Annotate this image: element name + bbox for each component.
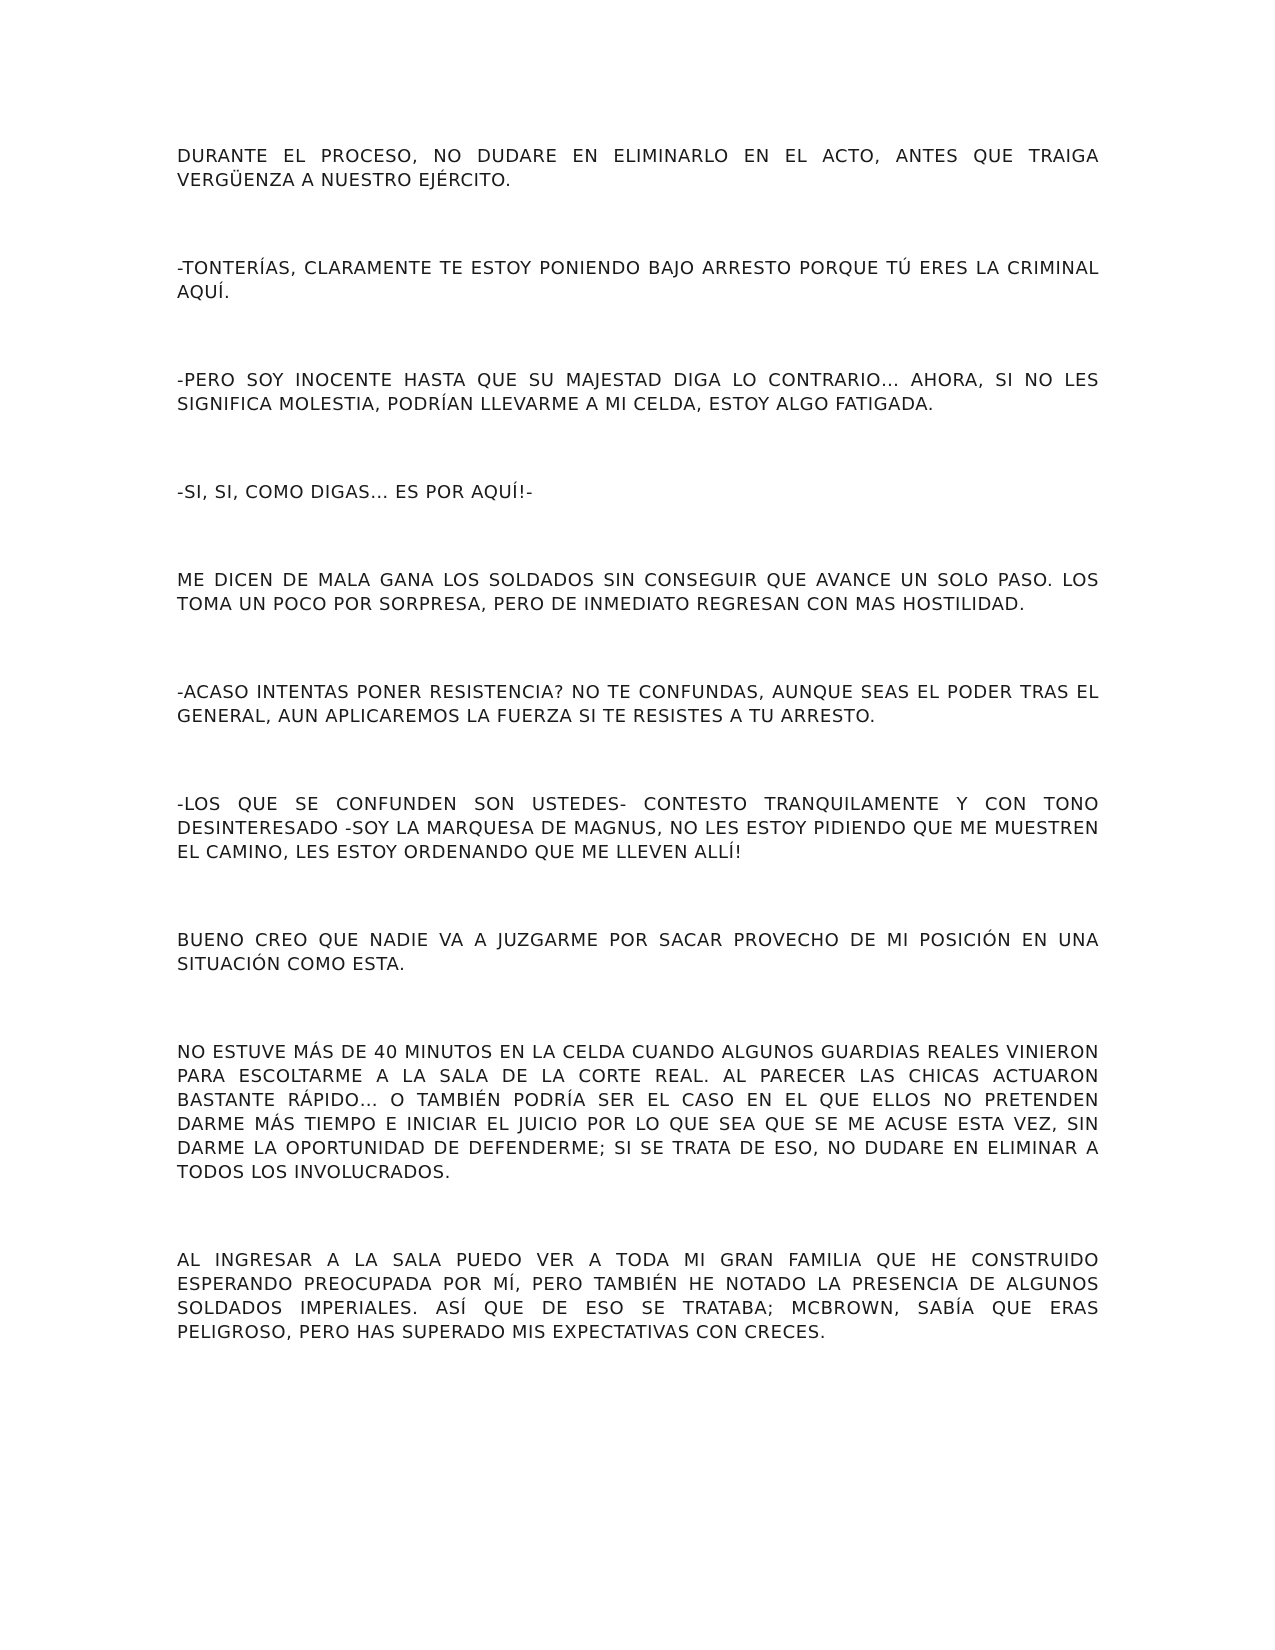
paragraph-7: -LOS QUE SE CONFUNDEN SON USTEDES- CONTESTO TRANQUILAMENTE Y CON TONO DESINTERESADO -SOY LA MARQUESA DE MAGNUS, NO LES ESTOY PIDIENDO QUE ME MUESTREN EL CAMINO, LES ESTOY ORDENANDO QUE ME LLEVEN ALLÍ! <box>177 794 1099 863</box>
paragraph-2: -TONTERÍAS, CLARAMENTE TE ESTOY PONIENDO BAJO ARRESTO PORQUE TÚ ERES LA CRIMINAL AQUÍ. <box>177 258 1099 303</box>
paragraph-gap <box>177 729 1099 793</box>
paragraph-5: ME DICEN DE MALA GANA LOS SOLDADOS SIN CONSEGUIR QUE AVANCE UN SOLO PASO. LOS TOMA UN POCO POR SORPRESA, PERO DE INMEDIATO REGRESAN CON MAS HOSTILIDAD. <box>177 570 1099 615</box>
paragraph-4: -SI, SI, COMO DIGAS… ES POR AQUÍ!- <box>177 482 534 503</box>
paragraph-gap <box>177 417 1099 481</box>
paragraph-10: AL INGRESAR A LA SALA PUEDO VER A TODA MI GRAN FAMILIA QUE HE CONSTRUIDO ESPERANDO PREOCUPADA POR MÍ, PERO TAMBIÉN HE NOTADO LA PRESENCIA DE ALGUNOS SOLDADOS IMPERIALES. ASÍ QUE DE ESO SE TRATABA; MCBROWN, SABÍA QUE ERAS PELIGROSO, PERO HAS SUPERADO MIS EXPECTATIVAS CON CRECES. <box>177 1250 1099 1343</box>
paragraph-8: BUENO CREO QUE NADIE VA A JUZGARME POR SACAR PROVECHO DE MI POSICIÓN EN UNA SITUACIÓN COMO ESTA. <box>177 930 1099 975</box>
paragraph-gap <box>177 977 1099 1041</box>
paragraph-gap <box>177 1185 1099 1249</box>
paragraph-3: -PERO SOY INOCENTE HASTA QUE SU MAJESTAD DIGA LO CONTRARIO… AHORA, SI NO LES SIGNIFICA MOLESTIA, PODRÍAN LLEVARME A MI CELDA, ESTOY ALGO FATIGADA. <box>177 370 1099 415</box>
paragraph-6: -ACASO INTENTAS PONER RESISTENCIA? NO TE CONFUNDAS, AUNQUE SEAS EL PODER TRAS EL GENERAL, AUN APLICAREMOS LA FUERZA SI TE RESISTES A TU ARRESTO. <box>177 682 1099 727</box>
paragraph-gap <box>177 505 1099 569</box>
paragraph-9: NO ESTUVE MÁS DE 40 MINUTOS EN LA CELDA CUANDO ALGUNOS GUARDIAS REALES VINIERON PARA ESCOLTARME A LA SALA DE LA CORTE REAL. AL PARECER LAS CHICAS ACTUARON BASTANTE RÁPIDO… O TAMBIÉN PODRÍA SER EL CASO EN EL QUE ELLOS NO PRETENDEN DARME MÁS TIEMPO E INICIAR EL JUICIO POR LO QUE SEA QUE SE ME ACUSE ESTA VEZ, SIN DARME LA OPORTUNIDAD DE DEFENDERME; SI SE TRATA DE ESO, NO DUDARE EN ELIMINAR A TODOS LOS INVOLUCRADOS. <box>177 1042 1099 1183</box>
text-body <box>177 145 1099 1345</box>
paragraph-gap <box>177 865 1099 929</box>
paragraph-gap <box>177 617 1099 681</box>
paragraph-gap <box>177 193 1099 257</box>
paragraph-1: DURANTE EL PROCESO, NO DUDARE EN ELIMINARLO EN EL ACTO, ANTES QUE TRAIGA VERGÜENZA A NUESTRO EJÉRCITO. <box>177 146 1099 191</box>
paragraph-gap <box>177 305 1099 369</box>
